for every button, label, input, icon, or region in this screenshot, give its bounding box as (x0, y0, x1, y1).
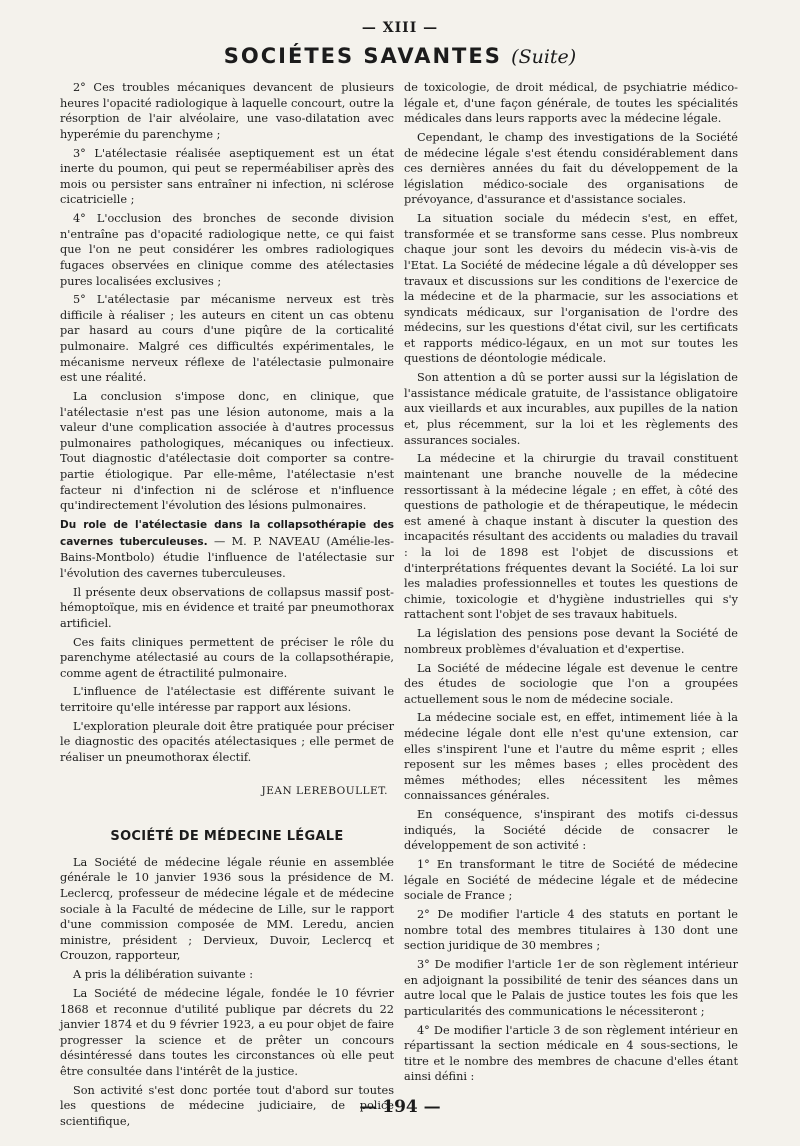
paragraph: L'exploration pleurale doit être pratiquée pour préciser le diagnostic des opacités atélectasiques ; elle permet de réaliser un pneumothorax électif. (60, 719, 394, 765)
paragraph: Il présente deux observations de collapsus massif post-hémoptoïque, mis en évidence et traité par pneumothorax artificiel. (60, 585, 394, 630)
paragraph (60, 517, 394, 581)
article-heading: Du role de l'atélectasie dans la collapsothérapie des cavernes tuberculeuses. (60, 518, 394, 548)
paragraph: La Société de médecine légale est devenue le centre des études de sociologie que l'on a groupées actuellement sous le nom de médecine sociale. (404, 661, 738, 706)
section-title: SOCIÉTÉ DE MÉDECINE LÉGALE (110, 829, 344, 845)
running-title-suffix: (Suite) (511, 46, 577, 68)
running-title-text: SOCIÉTES SAVANTES (223, 44, 502, 68)
paragraph: La conclusion s'impose donc, en clinique, que l'atélectasie n'est pas une lésion autonome, mais a la valeur d'une complication associée à d'autres processus pulmonaires pathologiques, mécaniques ou infectieux. Tout diagnostic d'atélectasie doit comporter sa contre-partie étiologique. Par elle-même, l'atélectasie n'est facteur ni d'infection ni de sclérose et n'influence qu'indirectement l'évolution des lésions pulmonaires. (60, 390, 394, 513)
running-title (0, 44, 800, 68)
paragraph: La médecine et la chirurgie du travail constituent maintenant une branche nouvelle de la médecine ressortissant à la médecine légale ; en effet, à côté des questions de pathologie et de thérapeutique, le médecin est amené à chaque instant à discuter la question des incapacités résultant des accidents ou maladies du travail : la loi de 1898 est l'objet de discussions et d'interprétations fréquentes devant la Société. La loi sur les maladies professionnelles et toutes les questions de chimie, toxicologie et d'hygiène industrielles qui s'y rattachent sont l'objet de ses travaux habituels. (404, 452, 738, 622)
paragraph: 3° De modifier l'article 1er de son règlement intérieur en adjoignant la possibilité de tenir des séances dans un autre local que le Palais de justice toutes les fois que les particularités des communications le nécessiteront ; (404, 958, 738, 1018)
paragraph: 5° L'atélectasie par mécanisme nerveux est très difficile à réaliser ; les auteurs en citent un cas obtenu par hasard au cours d'une piqûre de la corticalité pulmonaire. Malgré ces difficultés expérimentales, le mécanisme nerveux réflexe de l'atélectasie pulmonaire est une réalité. (60, 293, 394, 385)
paragraph: La situation sociale du médecin s'est, en effet, transformée et se transforme sans cesse. Plus nombreux chaque jour sont les devoirs du médecin vis-à-vis de l'Etat. La Société de médecine légale a dû développer ses travaux et discussions sur les conditions de l'exercice de la médecine et de la pharmacie, sur les associations et syndicats médicaux, sur l'organisation de l'ordre des médecins, sur les questions d'état civil, sur les certificats et rapports médico-légaux, en un mot sur toutes les questions de déontologie médicale. (404, 212, 738, 366)
paragraph: La médecine sociale est, en effet, intimement liée à la médecine légale dont elle n'est qu'une extension, car elles s'inspirent l'une et l'autre du même esprit ; elles reposent sur les mêmes bases ; elles procèdent des mêmes méthodes; elles nécessitent les mêmes connaissances générales. (404, 711, 738, 803)
paragraph: La Société de médecine légale, fondée le 10 février 1868 et reconnue d'utilité publique par décrets du 22 janvier 1874 et du 9 février 1923, a eu pour objet de faire progresser la science et de prêter un concours désintéressé dans toutes les circonstances où elle peut être consultée dans l'intérêt de la justice. (60, 986, 394, 1078)
roman-page-number: — XIII — (361, 20, 439, 36)
right-column (404, 80, 738, 1088)
page-number: — 194 — (359, 1097, 441, 1117)
paragraph: La Société de médecine légale réunie en assemblée générale le 10 janvier 1936 sous la présidence de M. Leclercq, professeur de médecine légale et de médecine sociale à la Faculté de médecine de Lille, sur le rapport d'une commission composée de MM. Leredu, ancien ministre, président ; Dervieux, Duvoir, Leclercq et Crouzon, rapporteur, (60, 855, 394, 963)
paragraph: de toxicologie, de droit médical, de psychiatrie médico-légale et, d'une façon générale, de toutes les spécialités médicales dans leurs rapports avec la médecine légale. (404, 81, 738, 126)
paragraph: La législation des pensions pose devant la Société de nombreux problèmes d'évaluation et d'expertise. (404, 627, 738, 656)
paragraph: En conséquence, s'inspirant des motifs ci-dessus indiqués, la Société décide de consacrer le développement de son activité : (404, 808, 738, 853)
paragraph: Son activité s'est donc portée tout d'abord sur toutes les questions de médecine judiciaire, de police scientifique, (60, 1083, 394, 1128)
paragraph: 2° Ces troubles mécaniques devancent de plusieurs heures l'opacité radiologique à laquelle concourt, outre la résorption de l'air alvéolaire, une vaso-dilatation avec hyperémie du parenchyme ; (60, 81, 394, 141)
paragraph: 3° L'atélectasie réalisée aseptiquement est un état inerte du poumon, qui peut se reperméabiliser après des mois ou persister sans entraîner ni infection, ni sclérose cicatricielle ; (60, 146, 394, 207)
paragraph: 1° En transformant le titre de Société de médecine légale en Société de médecine légale et de médecine sociale de France ; (404, 858, 738, 903)
paragraph: Son attention a dû se porter aussi sur la législation de l'assistance médicale gratuite, de l'assistance obligatoire aux vieillards et aux incurables, aux pupilles de la nation et, plus récemment, sur la loi et les règlements des assurances sociales. (404, 371, 738, 447)
paragraph: 4° De modifier l'article 3 de son règlement intérieur en répartissant la section médicale en 4 sous-sections, le titre et le nombre des membres de chacune d'elles étant ainsi défini : (404, 1023, 738, 1084)
paragraph: 4° L'occlusion des bronches de seconde division n'entraîne pas d'opacité radiologique nette, ce qui faist que l'on ne peut considérer les ombres radiologiques fugaces observées en clinique comme des atélectasies pures localisées exclusives ; (60, 212, 394, 288)
left-column (60, 80, 394, 1133)
article-lead: — M. P. NAVEAU (Amélie-les-Bains-Montbolo) étudie l'influence de l'atélectasie sur l'évolution des cavernes tuberculeuses. (60, 534, 394, 580)
author-signature: JEAN LEREBOULLET. (261, 784, 388, 797)
paragraph: Cependant, le champ des investigations de la Société de médecine légale s'est étendu considérablement dans ces dernières années du fait du développement de la législation médico-sociale des organisations de prévoyance, d'assurance et d'assistance sociales. (404, 130, 738, 207)
paragraph: L'influence de l'atélectasie est différente suivant le territoire qu'elle intéresse par rapport aux lésions. (60, 685, 394, 715)
paragraph: Ces faits cliniques permettent de préciser le rôle du parenchyme atélectasié au cours de la collapsothérapie, comme agent de étractilité pulmonaire. (60, 635, 394, 680)
paragraph: A pris la délibération suivante : (73, 968, 254, 982)
paragraph: 2° De modifier l'article 4 des statuts en portant le nombre total des membres titulaires à 130 dont une section juridique de 30 membres ; (404, 908, 738, 953)
